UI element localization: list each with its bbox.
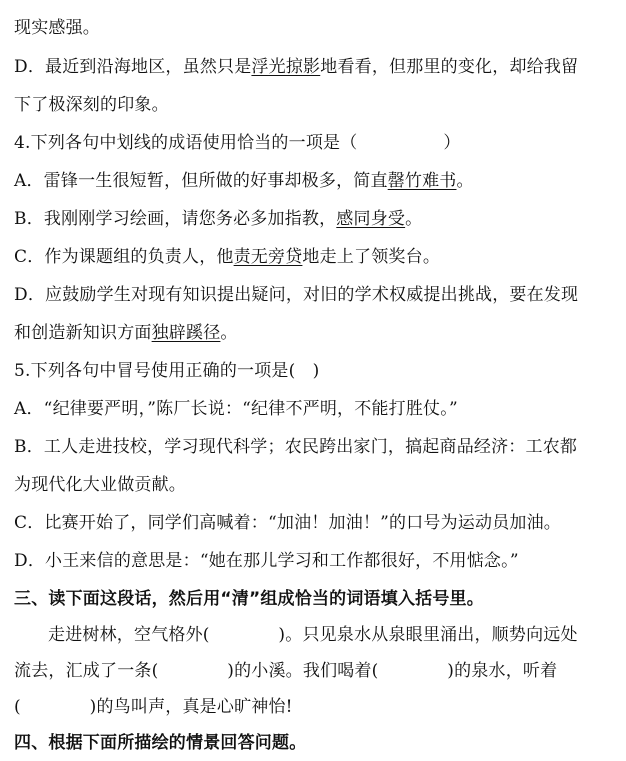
- line-text: B．工人走进技校，学习现代科学；农民跨出家门，搞起商品经济：工农都: [14, 437, 578, 457]
- question-4: [14, 132, 461, 154]
- text-line: [14, 94, 169, 116]
- option-a-q5: [14, 398, 458, 420]
- section-3-paragraph-line: 走进树林，空气格外( )。只见泉水从泉眼里涌出，顺势向远处: [48, 625, 578, 645]
- option-d-q5: [14, 550, 519, 572]
- line-text: C．作为课题组的负责人，他: [14, 247, 234, 267]
- line-text: 现实感强。: [14, 18, 100, 38]
- text-line: [14, 322, 238, 344]
- line-text: 。: [456, 171, 474, 191]
- underlined-idiom: 感同身受: [336, 209, 406, 229]
- option-a-q4: [14, 170, 474, 192]
- text-line: [14, 17, 100, 39]
- section-3-paragraph-line: ( )的鸟叫声，真是心旷神怡!: [14, 697, 293, 717]
- section-3-paragraph-line: 流去，汇成了一条( )的小溪。我们喝着( )的泉水，听着: [14, 661, 558, 681]
- underlined-idiom: 罄竹难书: [387, 171, 457, 191]
- line-text: C．比赛开始了，同学们高喊着：“加油！加油！”的口号为运动员加油。: [14, 513, 561, 533]
- line-text: D．应鼓励学生对现有知识提出疑问，对旧的学术权威提出挑战，要在发现: [14, 285, 579, 305]
- section-4-heading: 四、根据下面所描绘的情景回答问题。: [14, 733, 307, 753]
- question-5: [14, 360, 319, 382]
- line-text: B．我刚刚学习绘画，请您务必多加指教，: [14, 209, 337, 229]
- line-text: 。: [220, 323, 238, 343]
- line-text: 。: [405, 209, 423, 229]
- underlined-idiom: 浮光掠影: [251, 57, 321, 77]
- option-b-q4: [14, 208, 422, 230]
- line-text: 下了极深刻的印象。: [14, 95, 169, 115]
- question-text: 5.下列各句中冒号使用正确的一项是( ): [14, 361, 320, 381]
- question-text: 4.下列各句中划线的成语使用恰当的一项是（ ）: [14, 133, 461, 153]
- line-text: 地看看，但那里的变化，却给我留: [320, 57, 579, 77]
- text-line: [14, 474, 186, 496]
- line-text: 为现代化大业做贡献。: [14, 475, 186, 495]
- section-3-heading: 三、读下面这段话，然后用“清”组成恰当的词语填入括号里。: [14, 589, 484, 609]
- line-text: 地走上了领奖台。: [302, 247, 441, 267]
- line-text: A．“纪律要严明，”陈厂长说：“纪律不严明，不能打胜仗。”: [14, 399, 458, 419]
- option-d-q3: [14, 56, 578, 78]
- option-c-q5: [14, 512, 561, 534]
- underlined-idiom: 独辟蹊径: [151, 323, 221, 343]
- underlined-idiom: 责无旁贷: [233, 247, 303, 267]
- option-b-q5: [14, 436, 577, 458]
- line-text: D．最近到沿海地区，虽然只是: [14, 57, 252, 77]
- line-text: D．小王来信的意思是：“她在那儿学习和工作都很好，不用惦念。”: [14, 551, 519, 571]
- line-text: 和创造新知识方面: [14, 323, 152, 343]
- option-d-q4: [14, 284, 578, 306]
- line-text: A．雷锋一生很短暂，但所做的好事却极多，简直: [14, 171, 388, 191]
- option-c-q4: [14, 246, 440, 268]
